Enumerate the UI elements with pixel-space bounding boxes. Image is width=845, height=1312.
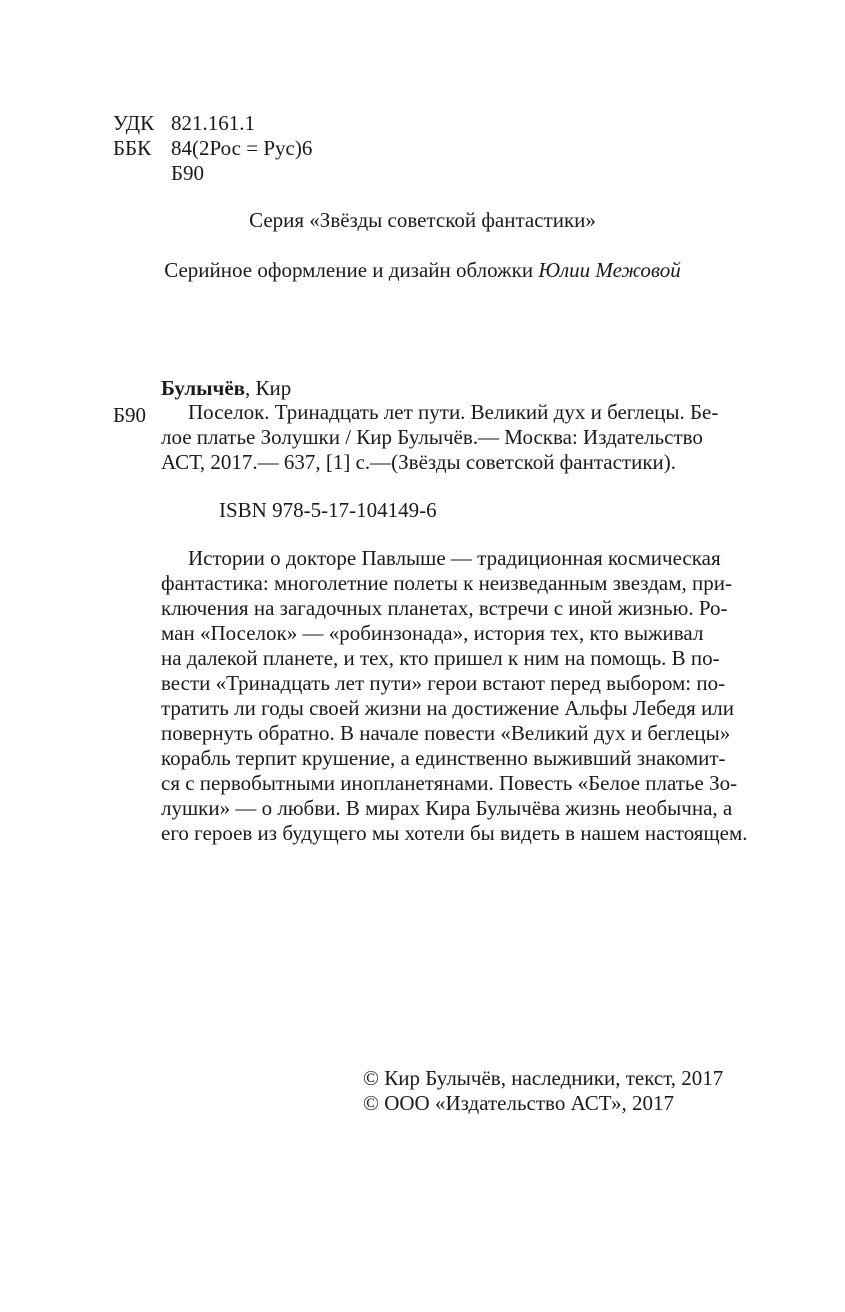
annotation-line: вести «Тринадцать лет пути» герои встают перед выбором: по- bbox=[161, 671, 726, 695]
annotation-line: фантастика: многолетние полеты к неизведанным звездам, при- bbox=[161, 571, 732, 595]
author-mark-top: Б90 bbox=[171, 161, 205, 185]
isbn: ISBN 978-5-17-104149-6 bbox=[219, 498, 437, 522]
annotation-line: повернуть обратно. В начале повести «Великий дух и беглецы» bbox=[161, 721, 731, 745]
udk-value: 821.161.1 bbox=[171, 111, 255, 135]
annotation-line: Истории о докторе Павлыше — традиционная космическая bbox=[188, 546, 721, 570]
copyright-publisher: © ООО «Издательство АСТ», 2017 bbox=[363, 1091, 674, 1115]
annotation-line: лушки» — о любви. В мирах Кира Булычёва жизнь необычна, а bbox=[161, 796, 733, 820]
author-rest: , Кир bbox=[245, 376, 292, 400]
description-line: лое платье Золушки / Кир Булычёв.— Москва: Издательство bbox=[161, 425, 703, 449]
designer-name: Юлии Межовой bbox=[538, 258, 681, 282]
annotation-line: ман «Поселок» — «робинзонада», история тех, кто выживал bbox=[161, 621, 704, 645]
author-surname: Булычёв bbox=[161, 376, 246, 400]
design-credit bbox=[0, 258, 845, 282]
annotation-line: его героев из будущего мы хотели бы видеть в нашем настоящем. bbox=[161, 821, 748, 845]
udk-label: УДК bbox=[113, 111, 155, 135]
annotation-line: ся с первобытными инопланетянами. Повесть «Белое платье Зо- bbox=[161, 771, 738, 795]
bbk-label: ББК bbox=[113, 136, 152, 160]
series-line: Серия «Звёзды советской фантастики» bbox=[249, 208, 596, 232]
bbk-value: 84(2Рос = Рус)6 bbox=[171, 136, 313, 160]
annotation-line: тратить ли годы своей жизни на достижение Альфы Лебедя или bbox=[161, 696, 735, 720]
description-line: АСТ, 2017.— 637, [1] с.—(Звёзды советской фантастики). bbox=[161, 450, 677, 474]
author-mark: Б90 bbox=[113, 403, 147, 427]
author-heading bbox=[161, 376, 291, 400]
annotation-line: корабль терпит крушение, а единственно выживший знакомит- bbox=[161, 746, 726, 770]
description-line: Поселок. Тринадцать лет пути. Великий дух и беглецы. Бе- bbox=[188, 400, 719, 424]
copyright-author: © Кир Булычёв, наследники, текст, 2017 bbox=[363, 1066, 724, 1090]
annotation-line: ключения на загадочных планетах, встречи с иной жизнью. Ро- bbox=[161, 596, 728, 620]
annotation-line: на далекой планете, и тех, кто пришел к ним на помощь. В по- bbox=[161, 646, 720, 670]
design-credit-prefix: Серийное оформление и дизайн обложки bbox=[164, 258, 534, 282]
